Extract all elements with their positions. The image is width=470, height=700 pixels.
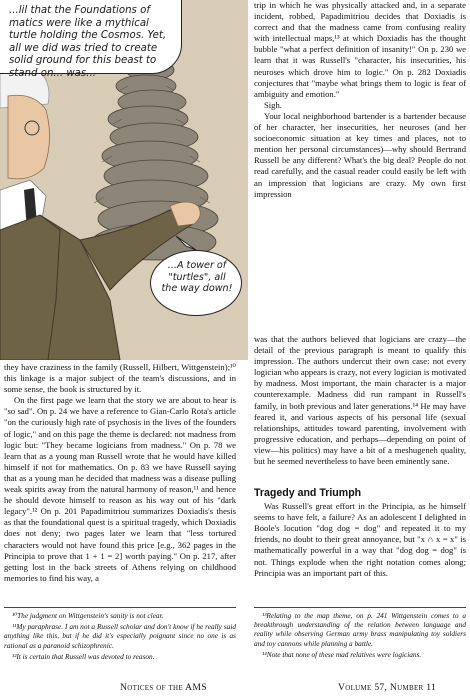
right-column-top — [254, 0, 466, 200]
paragraph: they have craziness in the family (Russell, Hilbert, Wittgenstein);¹⁰ this linkage is a major subject of the team's discussions, and in some sense, the book is structured by it. — [4, 362, 236, 395]
footnote: ¹³Relating to the map theme, on p. 241 Wittgenstein comes to a breakthrough understanding of the relation between language and reality while observing German army brass manipulating toy soldiers and toy cannons while planning a battle. — [254, 611, 466, 648]
footnote: ¹⁴Note that none of these mad relatives were logicians. — [262, 649, 422, 659]
paragraph: Was Russell's great effort in the Principia, as he himself seems to have felt, a failure? As an adolescent I delighted in Boole's locution "dog dog = dog" and repeated it to my friends, no doubt to their great annoyance, but "x ∩ x = x" is mathematically powerful in a way that "dog dog = dog" is not. Things explode when the right notation comes along; Principia was an important part of this. — [254, 501, 466, 578]
footnotes-left — [4, 611, 236, 663]
paragraph: Sigh. — [264, 99, 282, 110]
footnotes-right — [254, 611, 466, 661]
speech-bubble-bottom: ...A tower of "turtles", all the way down! — [150, 250, 242, 316]
right-column-middle — [254, 334, 466, 467]
footer-journal: Notices of the AMS — [120, 682, 207, 693]
footnote: ¹²It is certain that Russell was devoted to reason. — [12, 651, 155, 661]
paragraph: trip in which he was physically attacked and, in a separate incident, robbed, Papadimitriou decides that Doxiadis is correct and that the madness came from confusing reality with intellectual maps,¹³ at which Doxiadis has the thought bubble "what a perfect definition of insanity!" On p. 230 we learn that it was Russell's "character, his insecurities, his neuroses which drove him to logic." On p. 282 Doxiadis conjectures that "maybe what brings them to logic is fear of ambiguity and emotion." — [254, 0, 466, 99]
footer-volume: Volume 57, Number 11 — [338, 682, 437, 693]
footnote-rule-left — [4, 607, 236, 608]
left-column — [4, 362, 236, 584]
right-column-bottom — [254, 488, 466, 579]
paragraph: was that the authors believed that logicians are crazy—the detail of the previous paragraph is meant to qualify this impression. The authors undercut their own case: not every logician who appears is crazy, not every logician is motivated by madness. Most important, the main character is a major counterexample. Madness did run rampant in Russell's family, in both previous and later generations.¹⁴ He may have feared it, and various aspects of his personal life (sexual relationships, attitudes toward parenting, involvement with progressive education, and perhaps—depending on point of view—his politics) may have a bit of a meshugeneh quality, but he seemed nevertheless to have been eminently sane. — [254, 334, 466, 467]
paragraph: On the first page we learn that the story we are about to hear is "so sad". On p. 24 we have a reference to Gian-Carlo Rota's article "on the curiously high rate of psychosis in the lives of the founders of logic," and on this page the theme is declared: not madness from logic but: "They became logicians from madness." On p. 78 we learn that as a young man Russell wrote that he would have killed himself if not for mathematics. On p. 83 we have Russell saying that as a young man he decided that madness was a disease pulling weak spirits away from the natural harmony of reason,¹¹ and hence he should devote himself to reason as his way out of his "dark legacy".¹² On p. 201 Papadimitriou summarizes Doxiadis's thesis as that the foundational quest is a spiritual tragedy, which Doxiadis does not deny; two pages later we learn that "less tortured characters would not have found this price [e.g., 362 pages in the Principia to prove that 1 + 1 = 2] worth paying." On p. 217, after getting lost in the back streets of Athens relying on childhood memories to find his way, a — [4, 395, 236, 583]
footnote-rule-right — [254, 607, 466, 608]
footnote: ¹¹My paraphrase. I am not a Russell scholar and don't know if he really said anything like this, but if he did it's especially poignant since no one is as rational as a paranoid schizophrenic. — [4, 622, 236, 650]
paragraph: Your local neighborhood bartender is a bartender because of her character, her insecurities, her neuroses (and her socioeconomic situation at key times and places, not to mention her personal circumstances)—why should Bertrand Russell be any different? What's the big deal? People do not read carefully, and the casual reader could easily be left with an impression that logicians are crazy. My own first impression — [254, 110, 466, 199]
section-heading: Tragedy and Triumph — [254, 487, 362, 499]
comic-panel — [0, 0, 248, 360]
footnote: ¹⁰The judgment on Wittgenstein's sanity is not clear. — [12, 611, 164, 620]
speech-bubble-top: ...lil that the Foundations of matics were like a mythical turtle holding the Cosmos. Yet, all we did was tried to create solid ground for this beast to stand on... was... — [0, 0, 182, 74]
